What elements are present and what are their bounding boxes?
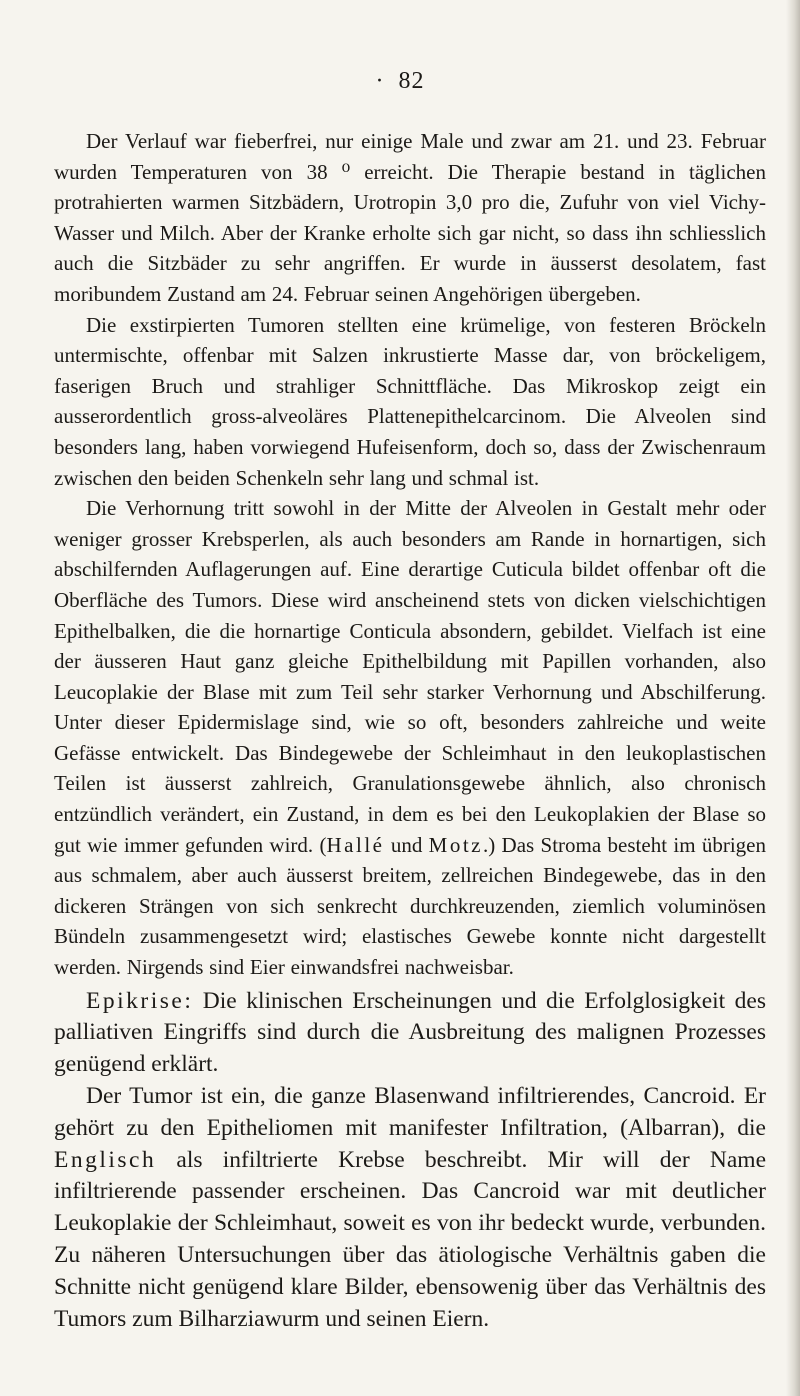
paragraph-epikrise	[54, 986, 766, 1081]
cancroid-text-start: Der Tumor ist ein, die ganze Blasenwand infiltrierendes, Cancroid. Er gehört zu den Epitheliomen mit manifester Infiltration, (Albarran), die	[54, 1083, 766, 1141]
paragraph-cancroid	[54, 1081, 766, 1335]
page-edge-shadow	[786, 0, 800, 1396]
keratinization-text-end: .) Das Stroma besteht im übrigen aus schmalem, aber auch äusserst breitem, zellreichen Bindegewebe, das in den dickeren Strängen von sich senkrecht durchkreuzenden, ziemlich voluminösen Bündeln zusammengesetzt wird; elastisches Gewebe konnte nicht dargestellt werden. Nirgends sind Eier einwandsfrei nachweisbar.	[54, 832, 767, 980]
epikrise-label: Epikrise:	[86, 987, 194, 1014]
keratinization-text-und: und	[384, 832, 429, 857]
page-mark: ·	[375, 68, 385, 94]
page-number	[0, 68, 800, 95]
page-number-value: 82	[398, 68, 425, 94]
paragraph-keratinization	[54, 493, 766, 983]
author-motz: Motz	[428, 832, 483, 857]
paragraph-tumor-description: Die exstirpierten Tumoren stellten eine krümelige, von festeren Bröckeln untermischte, offenbar mit Salzen inkrustierte Masse dar, von bröckeligem, faserigen Bruch und strahliger Schnittfläche. Das Mikroskop zeigt ein ausserordentlich gross-alveoläres Plattenepithelcarcinom. Die Alveolen sind besonders lang, haben vorwiegend Hufeisenform, doch so, dass der Zwischenraum zwischen den beiden Schenkeln sehr lang und schmal ist.	[54, 312, 766, 490]
epikrise-text: Die klinischen Erscheinungen und die Erfolglosigkeit des palliativen Eingriffs sind durch die Ausbreitung des malignen Prozesses genügend erklärt.	[54, 987, 766, 1078]
paragraph-course: Der Verlauf war fieberfrei, nur einige Male und zwar am 21. und 23. Februar wurden Temperaturen von 38 ⁰ erreicht. Die Therapie bestand in täglichen protrahierten warmen Sitzbädern, Urotropin 3,0 pro die, Zufuhr von viel Vichy-Wasser und Milch. Aber der Kranke erholte sich gar nicht, so dass ihn schliesslich auch die Sitzbäder zu sehr angriffen. Er wurde in äusserst desolatem, fast moribundem Zustand am 24. Februar seinen Angehörigen übergeben.	[54, 129, 766, 306]
body-text	[54, 126, 766, 1335]
keratinization-text-start: Die Verhornung tritt sowohl in der Mitte der Alveolen in Gestalt mehr oder weniger grosser Krebsperlen, als auch besonders am Rande in hornartigen, sich abschilfernden Auflagerungen auf. Eine derartige Cuticula bildet offenbar oft die Oberfläche des Tumors. Diese wird anscheinend stets von dicken vielschichtigen Epithelbalken, die die hornartige Conticula absondern, gebildet. Vielfach ist eine der äusseren Haut ganz gleiche Epithelbildung mit Papillen vorhanden, also Leucoplakie der Blase mit zum Teil sehr starker Verhornung und Abschilferung. Unter dieser Epidermislage sind, wie so oft, besonders zahlreiche und weite Gefässe entwickelt. Das Bindegewebe der Schleimhaut in den leukoplastischen Teilen ist äusserst zahlreich, Granulationsgewebe ähnlich, also chronisch entzündlich verändert, ein Zustand, in dem es bei den Leukoplakien der Blase so gut wie immer gefunden wird. (	[54, 496, 766, 857]
author-englisch: Englisch	[54, 1146, 157, 1173]
author-halle: Hallé	[326, 832, 385, 857]
cancroid-text-end: als infiltrierte Krebse beschreibt. Mir will der Name infiltrierende passender erscheinen. Das Cancroid war mit deutlicher Leukoplakie der Schleimhaut, soweit es von ihr bedeckt wurde, verbunden. Zu näheren Untersuchungen über das ätiologische Verhältnis gaben die Schnitte nicht genügend klare Bilder, ebensowenig über das Verhältnis des Tumors zum Bilharziawurm und seinen Eiern.	[54, 1146, 766, 1332]
